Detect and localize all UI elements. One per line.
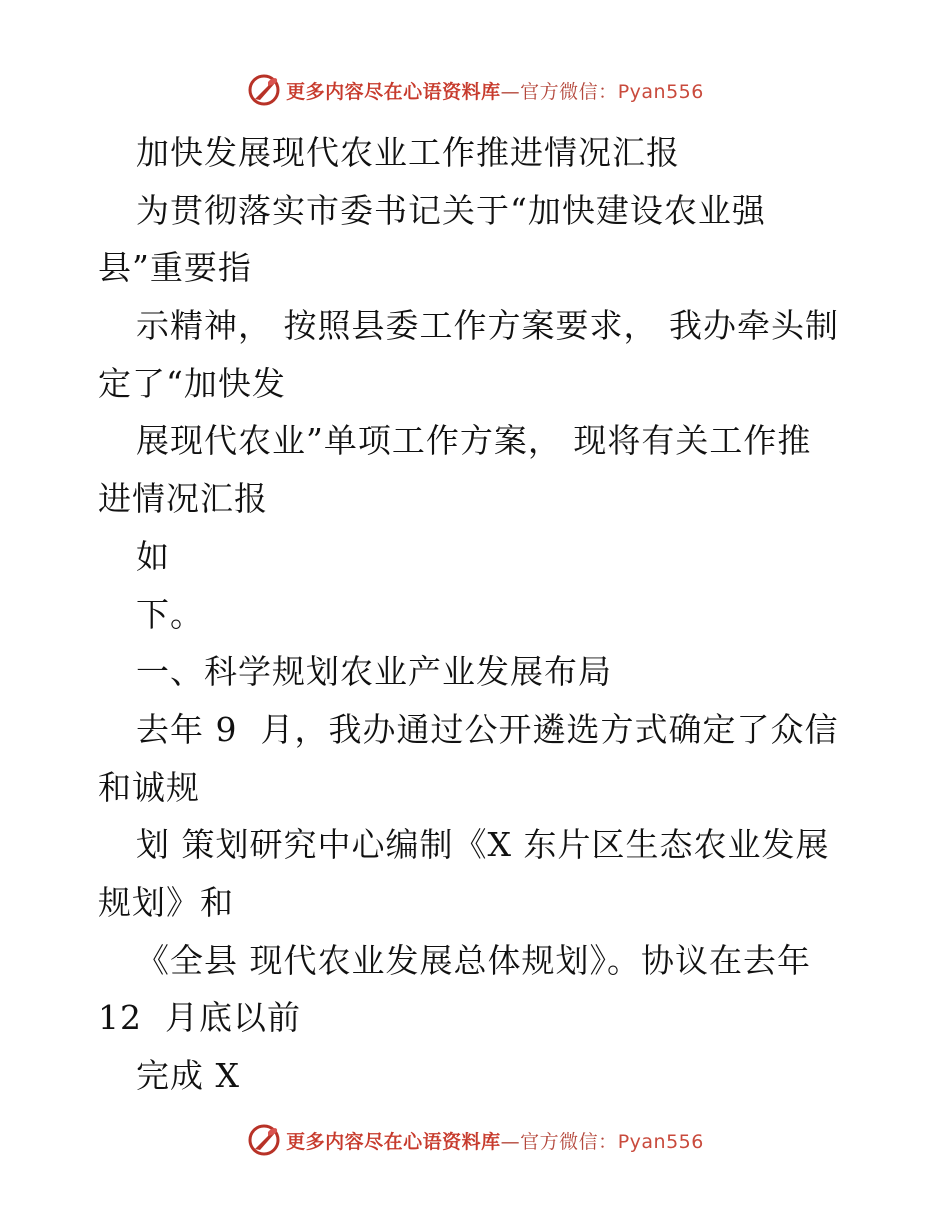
paragraph-line: 定了“加快发	[98, 363, 286, 403]
paragraph-line: 下。	[136, 594, 204, 634]
paragraph-line: 规划》和	[98, 882, 234, 922]
paragraph-line: 展现代农业”单项工作方案， 现将有关工作推	[136, 421, 812, 461]
banner-brand: 更多内容尽在心语资料库	[286, 80, 501, 103]
header-banner	[0, 68, 950, 112]
footer-banner	[0, 1118, 950, 1162]
paragraph-line: 示精神， 按照县委工作方案要求， 我办牵头制	[136, 306, 839, 346]
footer-banner-text	[286, 1127, 704, 1154]
quill-pen-logo-icon	[246, 72, 282, 108]
banner-dash: —	[500, 1130, 521, 1153]
paragraph-line: 为贯彻落实市委书记关于“加快建设农业强	[136, 190, 766, 230]
banner-account: Pyan556	[617, 1130, 704, 1153]
paragraph-line: 县”重要指	[98, 248, 252, 288]
paragraph-line: 《全县 现代农业发展总体规划》。协议在去年	[136, 940, 811, 980]
paragraph-line: 如	[136, 536, 170, 576]
banner-wechat-label: 官方微信：	[520, 80, 618, 103]
paragraph-line: 进情况汇报	[98, 479, 268, 519]
paragraph-line: 划 策划研究中心编制《X 东片区生态农业发展	[136, 825, 830, 865]
section-heading: 一、科学规划农业产业发展布局	[136, 652, 612, 692]
banner-wechat-label: 官方微信：	[520, 1130, 618, 1153]
paragraph-line: 12 月底以前	[98, 998, 301, 1038]
header-banner-text	[286, 77, 704, 104]
paragraph-line: 去年 9 月，我办通过公开遴选方式确定了众信	[136, 709, 839, 749]
banner-brand: 更多内容尽在心语资料库	[286, 1130, 501, 1153]
document-body	[98, 124, 858, 1105]
document-title: 加快发展现代农业工作推进情况汇报	[136, 133, 680, 172]
paragraph-line: 完成 X	[136, 1056, 240, 1095]
banner-account: Pyan556	[617, 80, 704, 103]
paragraph-line: 和诚规	[98, 767, 200, 807]
banner-dash: —	[500, 80, 521, 103]
quill-pen-logo-icon	[246, 1122, 282, 1158]
